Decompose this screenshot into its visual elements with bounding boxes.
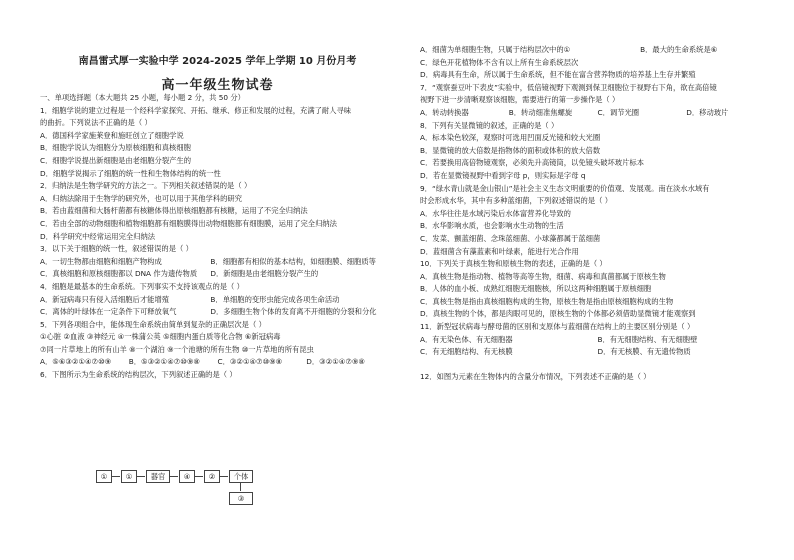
q2-option-a: A．归纳法除用于生物学的研究外，也可以用于其他学科的研究 [40,193,243,203]
q7-stem: 7．“观察蚕豆叶下表皮”实验中，低倍镜视野下观测到保卫细胞位于视野右下角，欲在高倍镜 [420,82,717,92]
q1-option-c: C．细胞学说提出新细胞是由老细胞分裂产生的 [40,155,192,165]
q10-option-a: A．真核生物是指动物、植物等高等生物，细菌、病毒和真菌都属于原核生物 [420,271,666,281]
q6-stem: 6．下图所示为生命系统的结构层次，下列叙述正确的是（ ） [40,370,237,380]
q1-option-a: A．德国科学家施莱登和施旺创立了细胞学说 [40,130,184,140]
diagram-box-3: ③ [229,492,253,505]
q5-option-b: B．⑤③②①④⑦⑩⑨⑧ [128,357,200,367]
q1-stem: 1．细胞学说的建立过程是一个经科学家探究、开拓、继承、修正和发展的过程，充满了耐人寻味 [40,105,352,115]
exam-title: 南昌雷式厚一实验中学 2024-2025 学年上学期 10 月份月考 [78,56,357,67]
q9-option-b: B．水华影响水质，也会影响水生动物的生活 [420,221,564,231]
q9-stem-cont: 时会形成水华，其中有多种蓝细菌，下列叙述错误的是（ ） [420,196,613,206]
q7-stem-cont: 视野下进一步清晰观察该细胞，需要进行的第一步操作是（ ） [420,95,620,105]
q11-option-a: A．有无染色体、有无细胞器 [420,334,513,344]
q5-options-row [40,356,395,369]
q5-option-d: D．③②①④⑦⑨⑧ [306,357,365,367]
q8-option-a: A．标本染色较深，观察时可选用凹面反光镜和较大光圈 [420,133,601,143]
q2-stem: 2．归纳法是生物学研究的方法之一。下列相关叙述错误的是（ ） [40,181,252,191]
q2-option-c: C．若由全部的动物细胞和植物细胞都有细胞膜得出动物细胞都有细胞膜，运用了完全归纳法 [40,218,337,228]
q7-option-a: A．转动转换器 [420,107,469,117]
diagram-box-individual: 个体 [229,470,253,483]
q8-option-d: D．若在显微镜视野中看到字母 p，则实际是字母 q [420,170,586,180]
diagram-arrow [219,476,228,477]
q5-option-c: C．③②①④⑦⑩⑨⑧ [217,357,283,367]
q3-option-d: D．新细胞是由老细胞分裂产生的 [210,269,319,279]
q5-option-a: A．⑤⑥③②①④⑦⑩⑨ [40,357,112,367]
q7-option-c: C．调节光圈 [597,107,640,117]
q8-option-b: B．显微镜的放大倍数是指物体的面积或体积的放大倍数 [420,145,601,155]
q11-options-row1 [420,334,775,347]
q4-option-c: C．离体的叶绿体在一定条件下可释放氧气 [40,307,177,317]
q5-stem: 5．下列各项组合中，能体现生命系统由简单到复杂的正确层次是（ ） [40,319,266,329]
diagram-box-1: ① [96,470,112,483]
q7-options-row [420,107,775,120]
q11-stem: 11．新型冠状病毒与酵母菌的区别和支原体与蓝细菌在结构上的主要区别分别是（ ） [420,322,695,332]
q1-option-d: D．细胞学说揭示了细胞的统一性和生物体结构的统一性 [40,168,221,178]
diagram-box-4: ④ [179,470,195,483]
q11-option-c: C．有无细胞结构、有无核膜 [420,347,513,357]
q6-options-row1 [420,44,775,57]
q7-option-b: B．转动细准焦螺旋 [508,107,573,117]
q5-items-2: ⑦同一片草地上的所有山羊 ⑧一个湖泊 ⑨一个池塘的所有生物 ⑩一片草地的所有昆虫 [40,344,314,354]
diagram-arrow [194,476,203,477]
q4-option-a: A．新冠病毒只有侵入活细胞后才能增殖 [40,294,170,304]
q1-stem-cont: 的曲折。下列说法不正确的是（ ） [40,118,152,128]
right-column [420,44,775,383]
q11-options-row2 [420,346,775,359]
q4-option-b: B．单细胞的变形虫能完成各项生命活动 [210,294,340,304]
q6-option-a: A．细菌为单细胞生物，只属于结构层次中的① [420,45,571,54]
q10-option-d: D．真核生物的个体，都是肉眼可见的，原核生物的个体都必须借助显微镜才能观察到 [420,309,696,319]
q4-stem: 4．细胞是最基本的生命系统。下列事实不支持该观点的是（ ） [40,281,244,291]
diagram-box-organ: 器官 [146,470,170,483]
q1-option-b: B．细胞学说认为细胞分为原核细胞和真核细胞 [40,143,191,153]
q9-option-d: D．蓝细菌含有藻蓝素和叶绿素，能进行光合作用 [420,246,579,256]
diagram-box-2: ① [121,470,137,483]
q12-stem: 12．如图为元素在生物体内的含量分布情况，下列表述不正确的是（ ） [420,371,651,381]
q10-option-b: B．人体的血小板、成熟红细胞无细胞核，所以这两种细胞属于原核细胞 [420,284,652,294]
q6-option-d: D．病毒具有生命，所以属于生命系统，但不能在富含营养物质的培养基上生存并繁殖 [420,70,696,80]
q7-option-d: D．移动玻片 [686,107,729,117]
diagram-arrow [111,476,120,477]
exam-subtitle: 高一年级生物试卷 [161,78,274,93]
diagram-arrow [136,476,145,477]
q3-stem: 3．以下关于细胞的统一性，叙述错误的是（ ） [40,244,193,254]
q9-stem: 9．“绿水青山就是金山银山”是社会主义生态文明重要的价值观、发展观。南在淡水水域有 [420,183,710,193]
q4-options-row2 [40,306,395,319]
q9-option-a: A．水华往往是水域污染后水体富营养化导致的 [420,208,571,218]
q3-options-row2 [40,268,395,281]
diagram-box-2b: ② [204,470,220,483]
q4-option-d: D．多细胞生物个体的发育离不开细胞的分裂和分化 [210,307,377,317]
q2-option-b: B．若由蓝细菌和大肠杆菌都有核糖体得出原核细胞都有核糖，运用了不完全归纳法 [40,206,308,216]
q6-option-c: C．绿色开花植物体不含有以上所有生命系统层次 [420,57,579,67]
diagram-connector [240,483,241,491]
q11-option-d: D．有无核膜、有无遗传物质 [597,347,691,357]
diagram-arrow [169,476,178,477]
q4-options-row1 [40,294,395,307]
q11-option-b: B．有无细胞结构、有无细胞壁 [597,334,698,344]
q9-option-c: C．发菜、颤蓝细菌、念珠蓝细菌、小球藻都属于蓝细菌 [420,233,601,243]
q10-option-c: C．真核生物是指由真核细胞构成的生物，原核生物是指由原核细胞构成的生物 [420,296,674,306]
q8-option-c: C．若要换用高倍物镜观察，必须先升高镜筒，以免镜头破坏玻片标本 [420,158,644,168]
q3-options-row1 [40,256,395,269]
q2-option-d: D．科学研究中经常运用完全归纳法 [40,231,156,241]
q8-stem: 8．下列有关显微镜的叙述，正确的是（ ） [420,120,559,130]
q6-option-b: B．最大的生命系统是⑥ [640,45,718,54]
life-system-diagram [88,466,288,516]
q10-stem: 10．下列关于真核生物和原核生物的表述，正确的是（ ） [420,259,607,269]
q3-option-a: A．一切生物都由细胞和细胞产物构成 [40,256,162,266]
q3-option-b: B．细胞都有相似的基本结构，如细胞膜、细胞质等 [210,256,376,266]
q5-items-1: ①心脏 ②血液 ③神经元 ④一株蒲公英 ⑤细胞内蛋白质等化合物 ⑥新冠病毒 [40,332,281,342]
q3-option-c: C．真核细胞和原核细胞都以 DNA 作为遗传物质 [40,269,198,279]
section-heading: 一、单项选择题（本大题共 25 小题，每小题 2 分，共 50 分） [40,93,245,102]
left-column [40,92,395,382]
